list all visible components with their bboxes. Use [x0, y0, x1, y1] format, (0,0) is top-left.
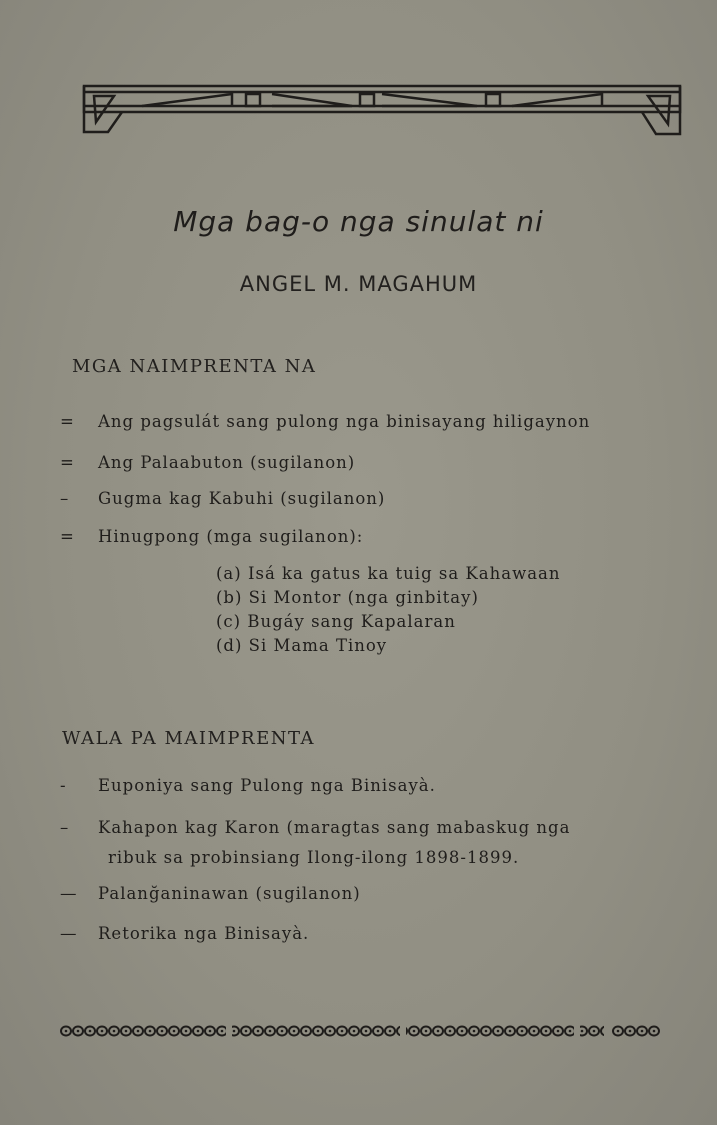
printed-heading: MGA NAIMPRENTA NA — [72, 356, 317, 377]
list-item: = Ang Palaabuton (sugilanon) — [60, 453, 356, 472]
list-item: - Euponiya sang Pulong nga Binisayà. — [60, 776, 436, 795]
sub-list-item: (b) Si Montor (nga ginbitay) — [216, 588, 479, 607]
bottom-ornamental-border — [60, 1024, 660, 1038]
list-item: – Gugma kag Kabuhi (sugilanon) — [60, 489, 386, 508]
page-title: Mga bag-o nga sinulat ni — [173, 205, 544, 238]
sub-list-item: (d) Si Mama Tinoy — [216, 636, 388, 655]
author-name: ANGEL M. MAGAHUM — [239, 272, 478, 296]
list-item: – Kahapon kag Karon (maragtas sang mabaskug nga — [60, 818, 571, 837]
list-item-continuation: ribuk sa probinsiang Ilong-ilong 1898-1899. — [108, 848, 520, 867]
list-item: = Ang pagsulát sang pulong nga binisayang hiligaynon — [60, 412, 591, 431]
list-item: = Hinugpong (mga sugilanon): — [60, 527, 364, 546]
list-item: — Retorika nga Binisayà. — [60, 924, 310, 943]
sub-list-item: (c) Bugáy sang Kapalaran — [216, 612, 456, 631]
top-ornamental-border — [82, 72, 682, 138]
list-item: — Palanğaninawan (sugilanon) — [60, 884, 361, 903]
sub-list-item: (a) Isá ka gatus ka tuig sa Kahawaan — [216, 564, 561, 583]
unprinted-heading: WALA PA MAIMPRENTA — [62, 728, 316, 749]
